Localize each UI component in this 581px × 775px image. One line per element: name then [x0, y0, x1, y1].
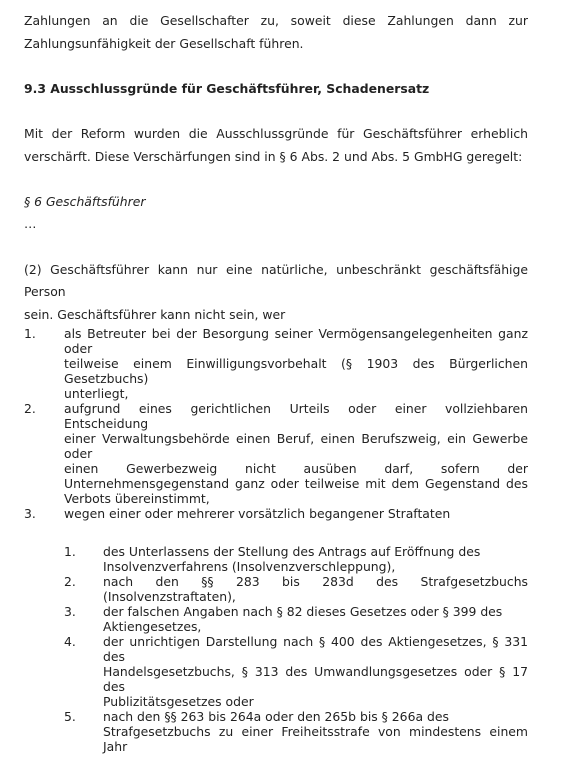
sub-list-item-line: Aktiengesetzes, [103, 618, 202, 634]
list-item [24, 401, 528, 506]
sub-list-item-line: der unrichtigen Darstellung nach § 400 des Aktiengesetzes, § 331 des [103, 633, 528, 664]
list-item-line: aufgrund eines gerichtlichen Urteils oder einer vollziehbaren Entscheidung [64, 401, 528, 432]
sub-list-item [64, 634, 528, 709]
list-item-line: unterliegt, [64, 386, 129, 402]
sub-list-item [64, 574, 528, 604]
section-title: § 6 Geschäftsführer [24, 193, 146, 209]
list-item-number: 2. [24, 401, 36, 417]
list-item-line: wegen einer oder mehrerer vorsätzlich begangener Straftaten [64, 506, 451, 522]
spacer [24, 521, 528, 544]
sub-list-item-number: 5. [64, 708, 76, 724]
sub-list-item-text [103, 634, 528, 709]
list-item-line: einer Verwaltungsbehörde einen Beruf, einen Berufszweig, ein Gewerbe oder [64, 431, 528, 462]
sub-list-item-line: des Unterlassens der Stellung des Antrags auf Eröffnung des [103, 543, 481, 559]
list-item-number: 3. [24, 506, 36, 522]
para2-line-1: (2) Geschäftsführer kann nur eine natürliche, unbeschränkt geschäftsfähige Person [24, 261, 528, 300]
list-item-text [64, 326, 528, 401]
sub-list-item-text [103, 709, 528, 754]
sub-list-item-text [103, 604, 528, 634]
reform-line-1: Mit der Reform wurden die Ausschlussgründe für Geschäftsführer erheblich [24, 125, 528, 141]
list-item [24, 326, 528, 401]
sub-list-item-number: 2. [64, 573, 76, 589]
sub-list-item-text [103, 574, 528, 604]
sub-list-item-text [103, 544, 528, 574]
sub-list-item-line: Handelsgesetzbuchs, § 313 des Umwandlungsgesetzes oder § 17 des [103, 663, 528, 694]
list-item-line: als Betreuter bei der Besorgung seiner Vermögensangelegenheiten ganz oder [64, 326, 528, 357]
intro-line-1: Zahlungen an die Gesellschafter zu, soweit diese Zahlungen dann zur [24, 13, 528, 28]
sub-list-item-line: der falschen Angaben nach § 82 dieses Gesetzes oder § 399 des [103, 603, 503, 619]
ellipsis: … [24, 216, 37, 232]
intro-line-2: Zahlungsunfähigkeit der Gesellschaft führen. [24, 35, 304, 51]
list-item-line: einen Gewerbezweig nicht ausüben darf, sofern der [64, 461, 528, 477]
sub-list-item-line: Strafgesetzbuchs zu einer Freiheitsstrafe von mindestens einem Jahr [103, 723, 528, 754]
sub-list-item-line: nach den §§ 283 bis 283d des Strafgesetzbuchs (Insolvenzstraftaten), [103, 573, 528, 604]
sub-list-item-line: Insolvenzverfahrens (Insolvenzverschleppung), [103, 558, 396, 574]
list-item-line: Verbots übereinstimmt, [64, 491, 210, 507]
spacer [24, 168, 528, 191]
sub-list-item-number: 4. [64, 633, 76, 649]
list-item-line: teilweise einem Einwilligungsvorbehalt (§ 1903 des Bürgerlichen Gesetzbuchs) [64, 356, 528, 387]
sub-list-item-number: 3. [64, 603, 76, 619]
sub-list-item [64, 709, 528, 754]
spacer [24, 55, 528, 78]
spacer [24, 100, 528, 123]
document-page [24, 10, 528, 754]
list-item-text [64, 401, 528, 506]
list-item-text [64, 506, 528, 521]
para2-line-2: sein. Geschäftsführer kann nicht sein, wer [24, 306, 286, 322]
section-heading: 9.3 Ausschlussgründe für Geschäftsführer, Schadenersatz [24, 80, 430, 96]
list-item [24, 506, 528, 521]
list-item-line: Unternehmensgegenstand ganz oder teilweise mit dem Gegenstand des [64, 476, 528, 492]
sub-list-item-number: 1. [64, 543, 76, 559]
sub-list-item-line: Publizitätsgesetzes oder [103, 693, 254, 709]
sub-list-item [64, 544, 528, 574]
list-item-number: 1. [24, 326, 36, 342]
sub-list-item-line: nach den §§ 263 bis 264a oder den 265b bis § 266a des [103, 708, 449, 724]
sub-list-item [64, 604, 528, 634]
reform-line-2: verschärft. Diese Verschärfungen sind in § 6 Abs. 2 und Abs. 5 GmbHG geregelt: [24, 148, 523, 164]
spacer [24, 236, 528, 259]
